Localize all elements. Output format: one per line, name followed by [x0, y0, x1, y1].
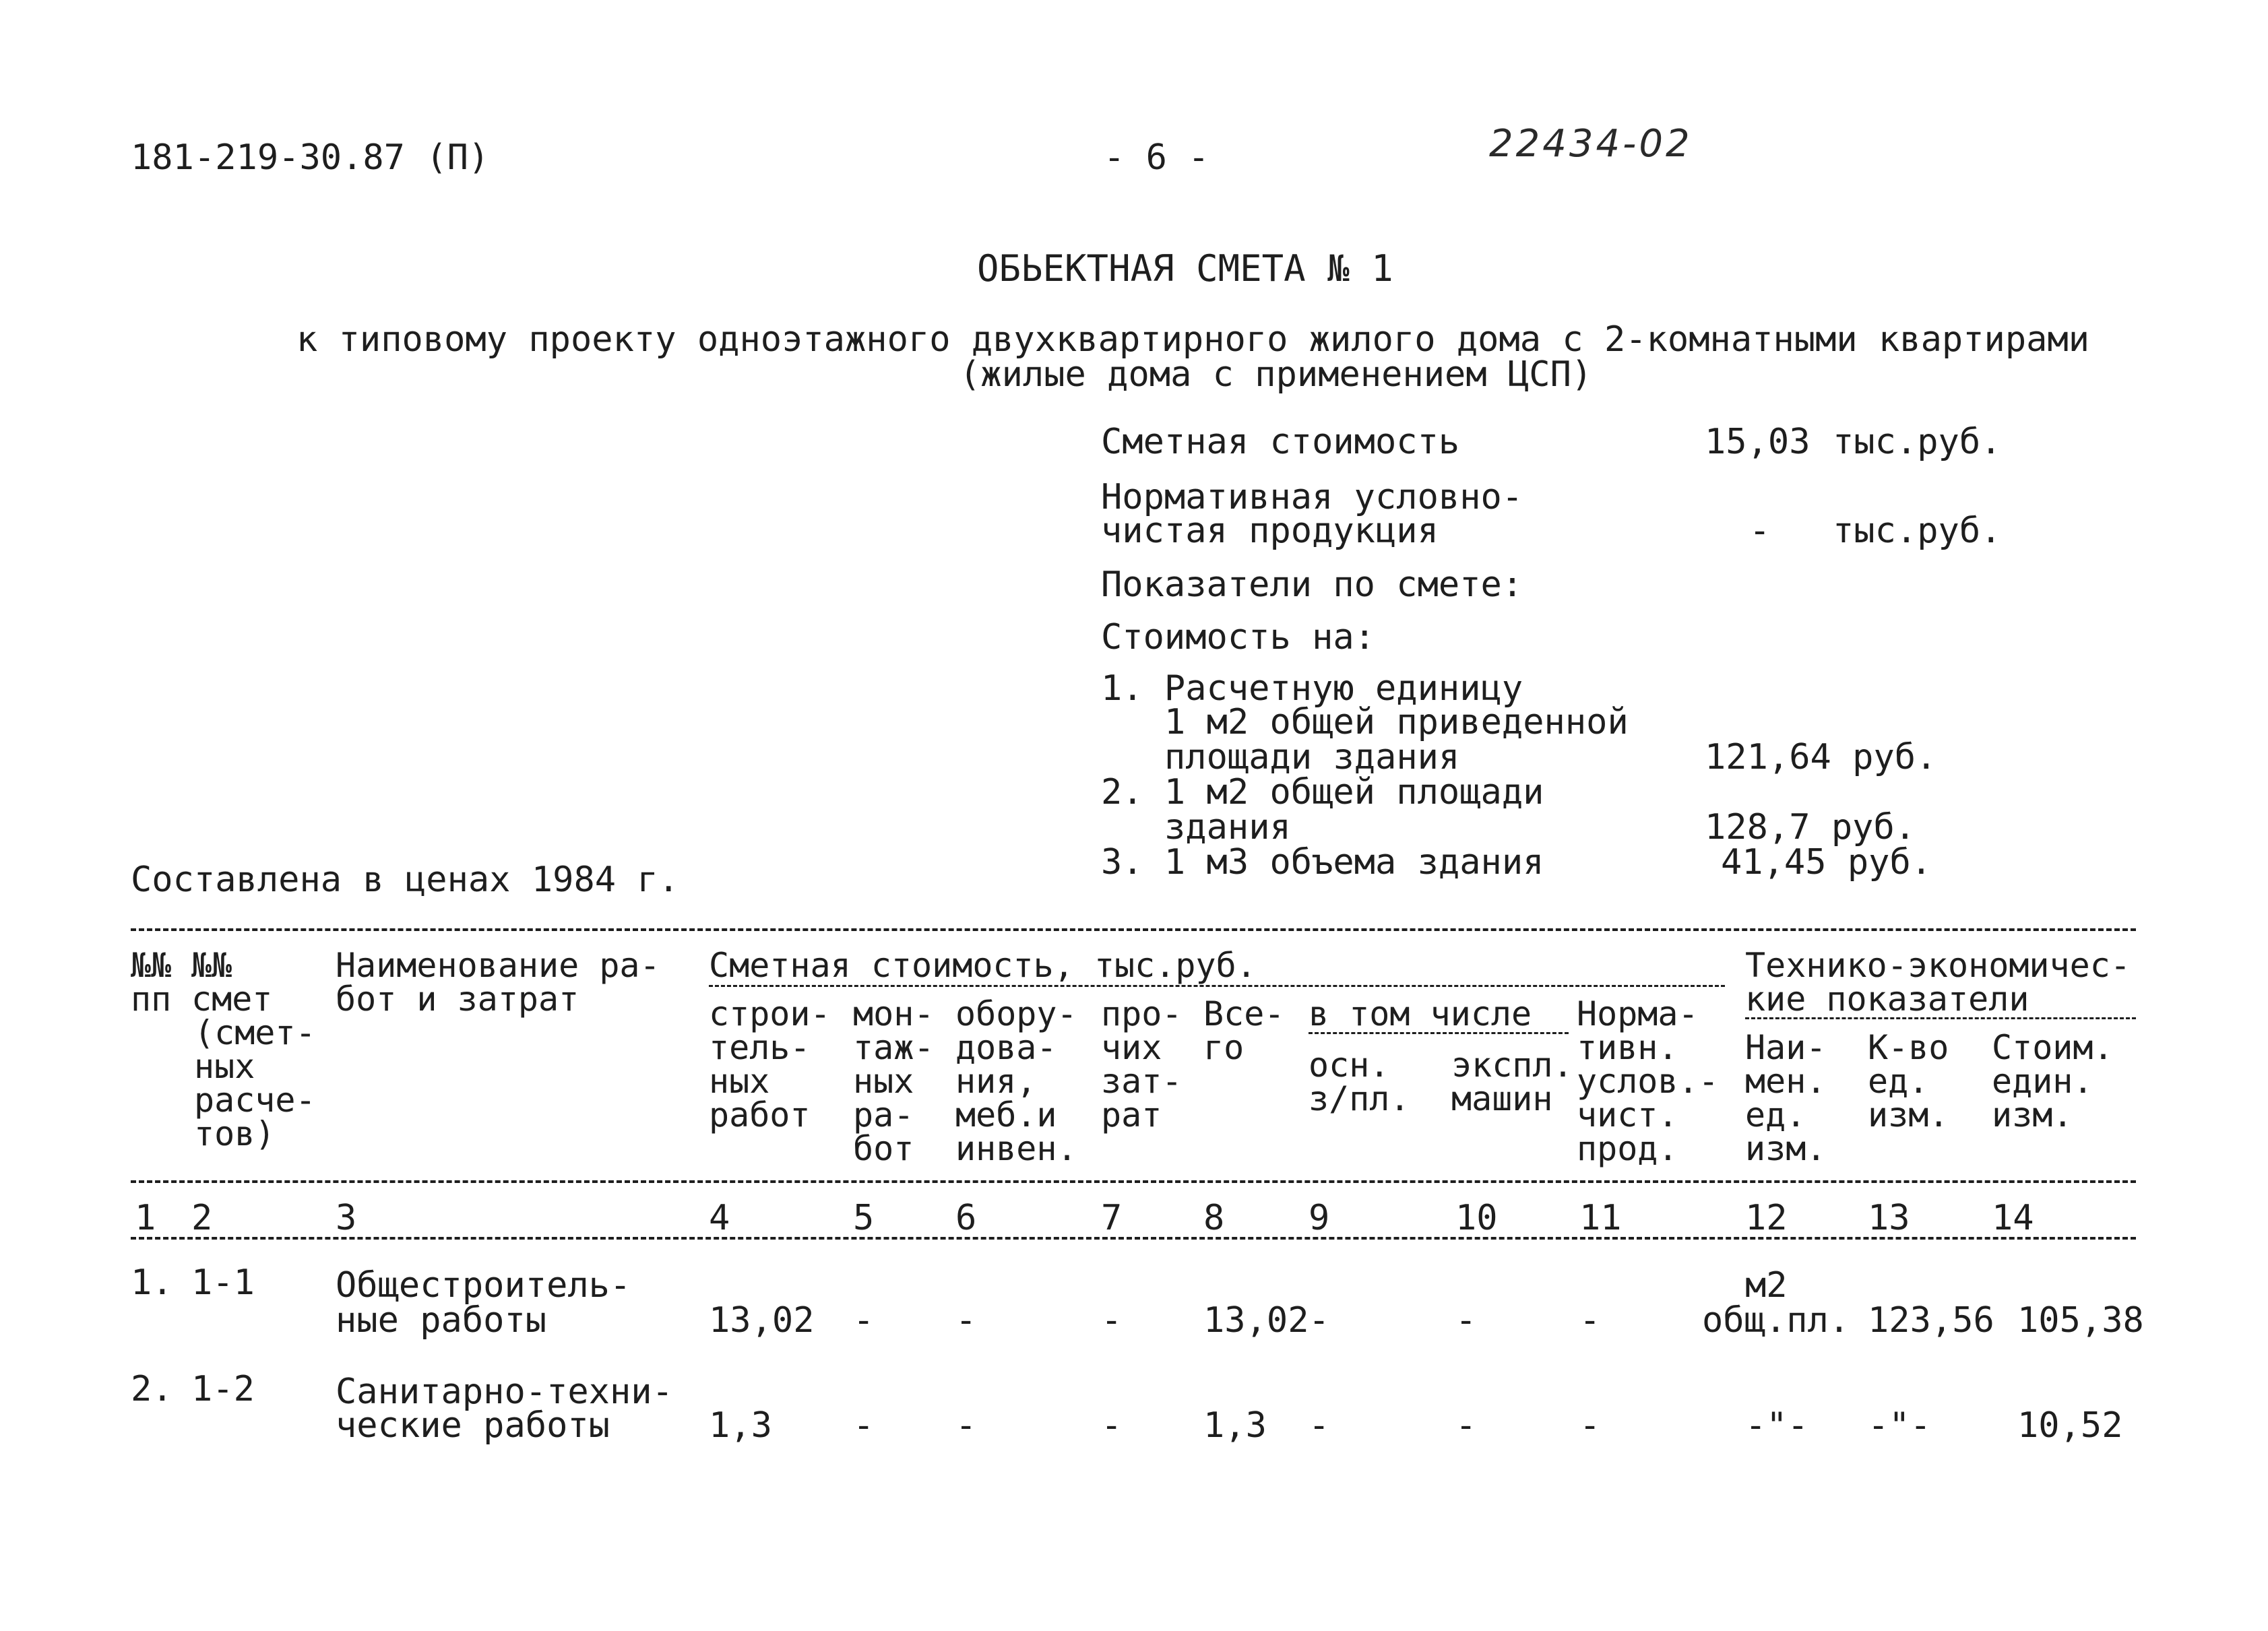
estimate-subtitle-line2: (жилые дома с применением ЦСП) [959, 354, 1593, 395]
row-smeta: 1-1 [191, 1262, 255, 1303]
col2-header-line1: №№ [191, 946, 232, 985]
col11-header-line2: тивн. [1577, 1028, 1678, 1067]
row-name-line1: Общестроитель- [336, 1265, 631, 1306]
col2-header-line2: смет [191, 980, 273, 1019]
col14-header-line2: един. [1992, 1062, 2093, 1101]
col12-header-line1: Наи- [1745, 1028, 1827, 1067]
row-norm-product: - [1579, 1405, 1601, 1446]
cost-value: 15,03 [1705, 422, 1810, 462]
estimate-title: ОБЬЕКТНАЯ СМЕТА № 1 [977, 247, 1393, 290]
col1-header-line1: №№ [131, 946, 172, 985]
col2-header-line3: (смет- [194, 1013, 316, 1052]
col5-header-line3: ных [853, 1062, 914, 1101]
col14-header-line3: изм. [1992, 1095, 2073, 1134]
col13-header-line1: К-во [1868, 1028, 1949, 1067]
row-machines: - [1455, 1300, 1477, 1341]
col5-header-line2: таж- [853, 1028, 935, 1067]
row-name-line2: ные работы [336, 1300, 547, 1341]
item2-line2: здания [1164, 807, 1291, 848]
col-number-5: 5 [853, 1198, 875, 1238]
page-number: - 6 - [1104, 137, 1209, 178]
row-total: 13,02 [1203, 1300, 1309, 1341]
tech-group-header-line1: Технико-экономичес- [1745, 946, 2131, 985]
col12-header-line3: ед. [1745, 1095, 1806, 1134]
col-number-13: 13 [1868, 1198, 1910, 1238]
row-construction: 1,3 [709, 1405, 772, 1446]
col4-header-line3: ных [709, 1062, 770, 1101]
row-other: - [1101, 1300, 1123, 1341]
col9-header-line2: з/пл. [1309, 1079, 1410, 1118]
header-bottom-border [131, 1180, 2136, 1183]
row-norm-product: - [1579, 1300, 1601, 1341]
col3-header-line2: бот и затрат [336, 980, 579, 1019]
col2-header-line6: тов) [194, 1114, 276, 1153]
col6-header-line1: обору- [955, 994, 1077, 1033]
item3-line1: 3. 1 м3 объема здания [1101, 842, 1544, 883]
item2-value: 128,7 руб. [1705, 807, 1916, 848]
item1-line2: 1 м2 общей приведенной [1164, 702, 1629, 742]
col3-header-line1: Наименование ра- [336, 946, 660, 985]
item2-line1: 2. 1 м2 общей площади [1101, 772, 1544, 812]
item1-line1: 1. Расчетную единицу [1101, 668, 1523, 709]
col4-header-line1: строи- [709, 994, 831, 1033]
cost-group-underline [709, 985, 1725, 987]
row-quantity: 123,56 [1868, 1300, 1994, 1341]
row-num: 2. [131, 1369, 173, 1409]
col7-header-line1: про- [1101, 994, 1183, 1033]
col-number-3: 3 [336, 1198, 357, 1238]
col11-header-line4: чист. [1577, 1095, 1678, 1134]
col7-header-line4: рат [1101, 1095, 1162, 1134]
col12-header-line4: изм. [1745, 1129, 1827, 1168]
estimate-subtitle-line1: к типовому проекту одноэтажного двухквартирного жилого дома с 2-комнатными квартирами [296, 319, 2090, 360]
col-number-14: 14 [1992, 1198, 2034, 1238]
row-construction: 13,02 [709, 1300, 815, 1341]
col8-header-line2: го [1203, 1028, 1245, 1067]
col-number-12: 12 [1745, 1198, 1788, 1238]
col4-header-line4: работ [709, 1095, 811, 1134]
row-total: 1,3 [1203, 1405, 1267, 1446]
item1-value: 121,64 руб. [1705, 737, 1937, 777]
row-name-line2: ческие работы [336, 1405, 610, 1446]
norm-unit: тыс.руб. [1833, 511, 2002, 551]
row-machines: - [1455, 1405, 1477, 1446]
row-equipment: - [955, 1300, 977, 1341]
col11-header-line1: Норма- [1577, 994, 1699, 1033]
table-top-border [131, 928, 2136, 931]
col-number-10: 10 [1455, 1198, 1498, 1238]
cost-unit: тыс.руб. [1833, 422, 2002, 462]
col13-header-line3: изм. [1868, 1095, 1949, 1134]
col-number-4: 4 [709, 1198, 730, 1238]
col6-header-line2: дова- [955, 1028, 1057, 1067]
tech-group-underline [1745, 1017, 2136, 1019]
col2-header-line5: расче- [194, 1081, 316, 1120]
col-number-7: 7 [1101, 1198, 1123, 1238]
row-smeta: 1-2 [191, 1369, 255, 1409]
col6-header-line3: ния, [955, 1062, 1037, 1101]
row-name-line1: Санитарно-техни- [336, 1372, 673, 1412]
row-unit-cost: 105,38 [2017, 1300, 2144, 1341]
cost-group-header: Сметная стоимость, тыс.руб. [709, 946, 1257, 985]
item3-value: 41,45 руб. [1721, 842, 1932, 883]
col12-header-line2: мен. [1745, 1062, 1827, 1101]
col6-header-line4: меб.и [955, 1095, 1057, 1134]
norm-label-line1: Нормативная условно- [1101, 477, 1523, 517]
col-number-9: 9 [1309, 1198, 1330, 1238]
col-numbers-underline [131, 1237, 2136, 1240]
incl-group-header: в том числе [1309, 994, 1532, 1033]
col11-header-line3: услов.- [1577, 1062, 1719, 1101]
col5-header-line1: мон- [853, 994, 935, 1033]
document-code: 181-219-30.87 (П) [131, 137, 490, 178]
col14-header-line1: Стоим. [1992, 1028, 2114, 1067]
norm-label-line2: чистая продукция [1101, 511, 1439, 551]
row-installation: - [853, 1300, 875, 1341]
row-unit-line2: -"- [1745, 1405, 1808, 1446]
prices-note: Составлена в ценах 1984 г. [131, 860, 679, 900]
handwritten-number: 22434-02 [1489, 122, 1693, 166]
row-unit-line1: м2 [1745, 1265, 1788, 1306]
row-wages: - [1309, 1405, 1330, 1446]
row-other: - [1101, 1405, 1123, 1446]
col-number-1: 1 [135, 1198, 156, 1238]
col4-header-line2: тель- [709, 1028, 811, 1067]
row-unit-line2: общ.пл. [1702, 1300, 1850, 1341]
tech-group-header-line2: кие показатели [1745, 980, 2029, 1019]
col7-header-line3: зат- [1101, 1062, 1183, 1101]
item1-line3: площади здания [1164, 737, 1460, 777]
col6-header-line5: инвен. [955, 1129, 1077, 1168]
row-wages: - [1309, 1300, 1330, 1341]
row-quantity: -"- [1868, 1405, 1931, 1446]
col10-header-line1: экспл. [1451, 1046, 1573, 1085]
col-number-11: 11 [1579, 1198, 1622, 1238]
cost-label: Сметная стоимость [1101, 422, 1460, 462]
col9-header-line1: осн. [1309, 1046, 1390, 1085]
col10-header-line2: машин [1451, 1079, 1553, 1118]
cost-per-label: Стоимость на: [1101, 617, 1375, 658]
row-unit-cost: 10,52 [2017, 1405, 2123, 1446]
col2-header-line4: ных [194, 1047, 255, 1086]
row-num: 1. [131, 1262, 173, 1303]
col11-header-line5: прод. [1577, 1129, 1678, 1168]
col1-header-line2: пп [131, 980, 172, 1019]
col5-header-line5: бот [853, 1129, 914, 1168]
col13-header-line2: ед. [1868, 1062, 1929, 1101]
col7-header-line2: чих [1101, 1028, 1162, 1067]
col5-header-line4: ра- [853, 1095, 914, 1134]
row-installation: - [853, 1405, 875, 1446]
col8-header-line1: Все- [1203, 994, 1285, 1033]
norm-value: - [1749, 511, 1771, 551]
col-number-2: 2 [191, 1198, 213, 1238]
indicators-label: Показатели по смете: [1101, 565, 1523, 605]
col-number-6: 6 [955, 1198, 977, 1238]
row-equipment: - [955, 1405, 977, 1446]
incl-group-underline [1309, 1032, 1569, 1034]
col-number-8: 8 [1203, 1198, 1225, 1238]
